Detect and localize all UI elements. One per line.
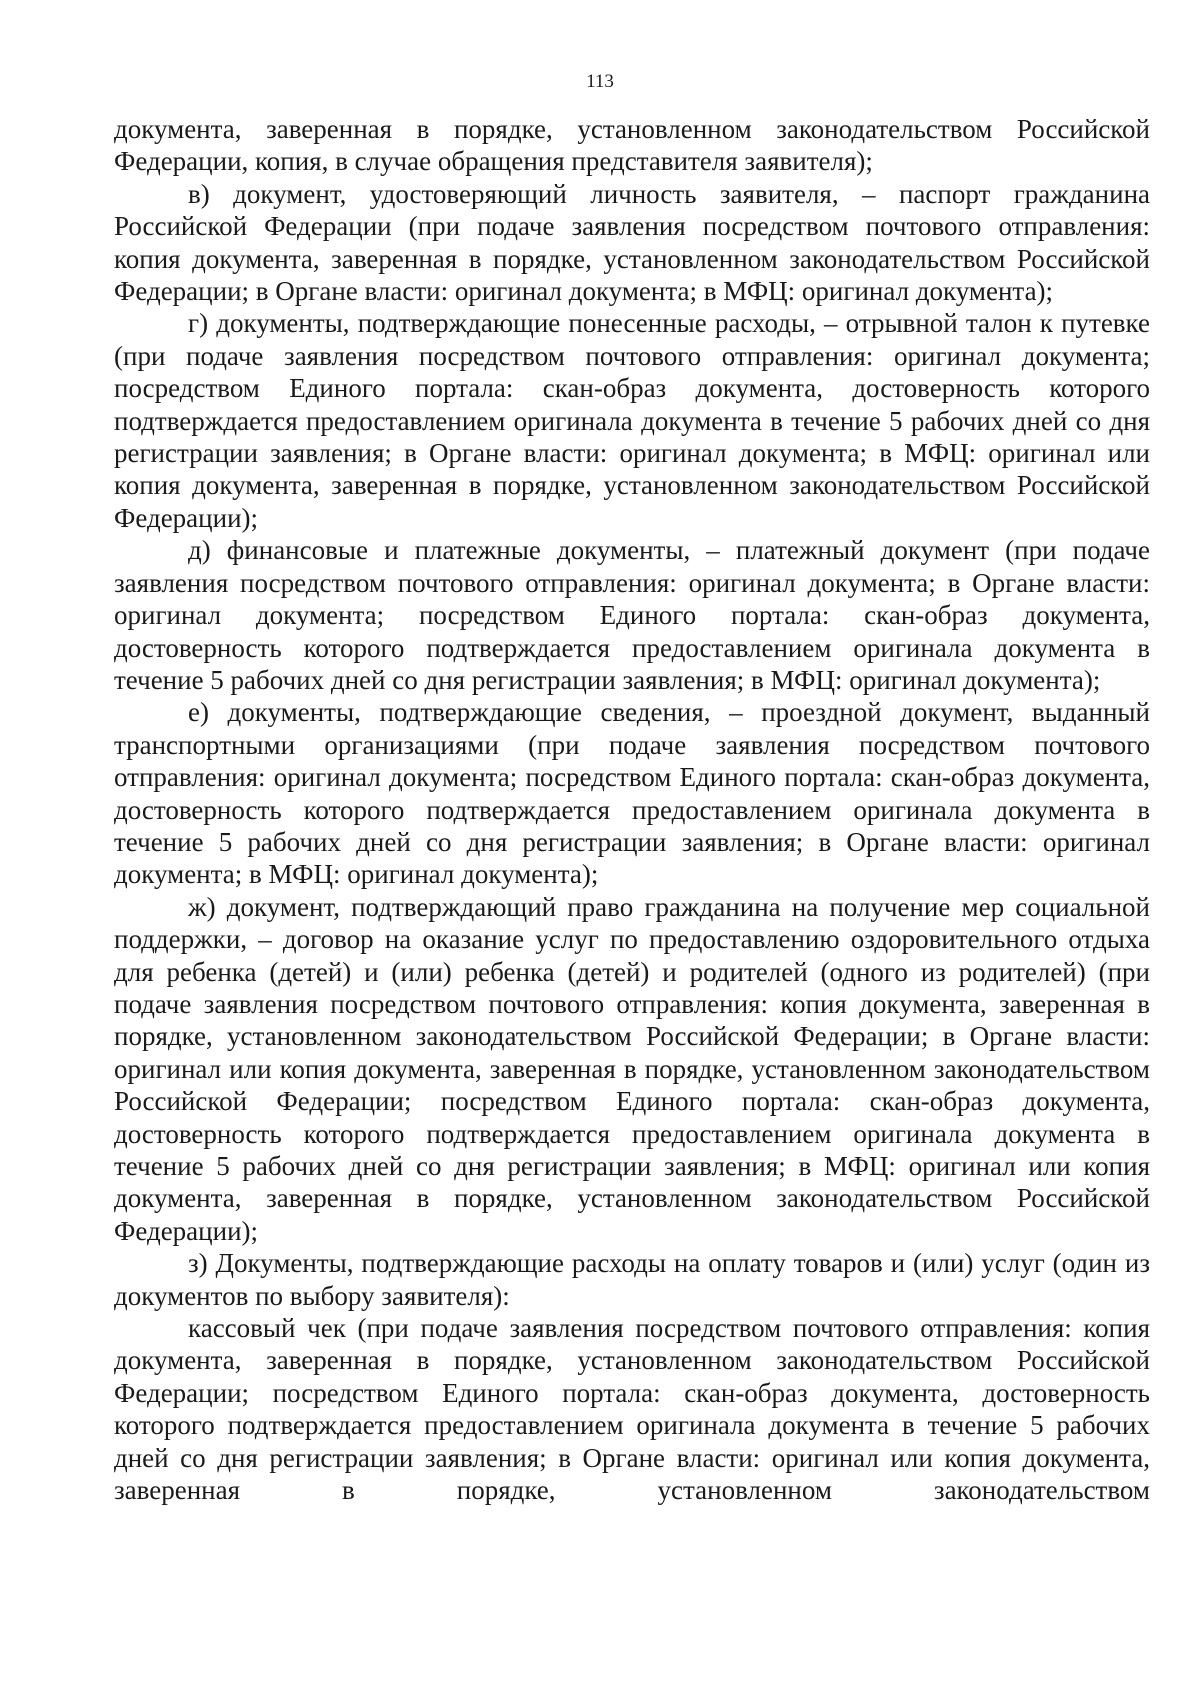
document-body (114, 113, 1150, 1506)
paragraph-cash-receipt: кассовый чек (при подаче заявления посредством почтового отправления: копия документа, заверенная в порядке, установленном законодательством Российской Федерации; посредством Единого портала: скан-образ документа, достоверность которого подтверждается предоставлением оригинала документа в течение 5 рабочих дней со дня регистрации заявления; в Органе власти: оригинал или копия документа, заверенная в порядке, установленном законодательством (114, 1313, 1150, 1506)
paragraph-item-e: е) документы, подтверждающие сведения, – проездной документ, выданный транспортными организациями (при подаче заявления посредством почтового отправления: оригинал документа; посредством Единого портала: скан-образ документа, достоверность которого подтверждается предоставлением оригинала документа в течение 5 рабочих дней со дня регистрации заявления; в Органе власти: оригинал документа; в МФЦ: оригинал документа); (114, 697, 1150, 890)
page-number: 113 (586, 71, 614, 92)
paragraph-item-z: з) Документы, подтверждающие расходы на оплату товаров и (или) услуг (один из документов по выбору заявителя): (114, 1248, 1150, 1311)
paragraph-item-g: г) документы, подтверждающие понесенные расходы, – отрывной талон к путевке (при подаче заявления посредством почтового отправления: оригинал документа; посредством Единого портала: скан-образ документа, достоверность которого подтверждается предоставлением оригинала документа в течение 5 рабочих дней со дня регистрации заявления; в Органе власти: оригинал документа; в МФЦ: оригинал или копия документа, заверенная в порядке, установленном законодательством Российской Федерации); (114, 308, 1150, 533)
paragraph-item-zh: ж) документ, подтверждающий право гражданина на получение мер социальной поддержки, – договор на оказание услуг по предоставлению оздоровительного отдыха для ребенка (детей) и (или) ребенка (детей) и родителей (одного из родителей) (при подаче заявления посредством почтового отправления: копия документа, заверенная в порядке, установленном законодательством Российской Федерации; в Органе власти: оригинал или копия документа, заверенная в порядке, установленном законодательством Российской Федерации; посредством Единого портала: скан-образ документа, достоверность которого подтверждается предоставлением оригинала документа в течение 5 рабочих дней со дня регистрации заявления; в МФЦ: оригинал или копия документа, заверенная в порядке, установленном законодательством Российской Федерации); (114, 891, 1150, 1246)
paragraph-item-d: д) финансовые и платежные документы, – платежный документ (при подаче заявления посредством почтового отправления: оригинал документа; в Органе власти: оригинал документа; посредством Единого портала: скан-образ документа, достоверность которого подтверждается предоставлением оригинала документа в течение 5 рабочих дней со дня регистрации заявления; в МФЦ: оригинал документа); (114, 535, 1150, 695)
paragraph-continuation: документа, заверенная в порядке, установленном законодательством Российской Федерации, копия, в случае обращения представителя заявителя); (114, 114, 1150, 177)
paragraph-item-v: в) документ, удостоверяющий личность заявителя, – паспорт гражданина Российской Федерации (при подаче заявления посредством почтового отправления: копия документа, заверенная в порядке, установленном законодательством Российской Федерации; в Органе власти: оригинал документа; в МФЦ: оригинал документа); (114, 178, 1150, 307)
